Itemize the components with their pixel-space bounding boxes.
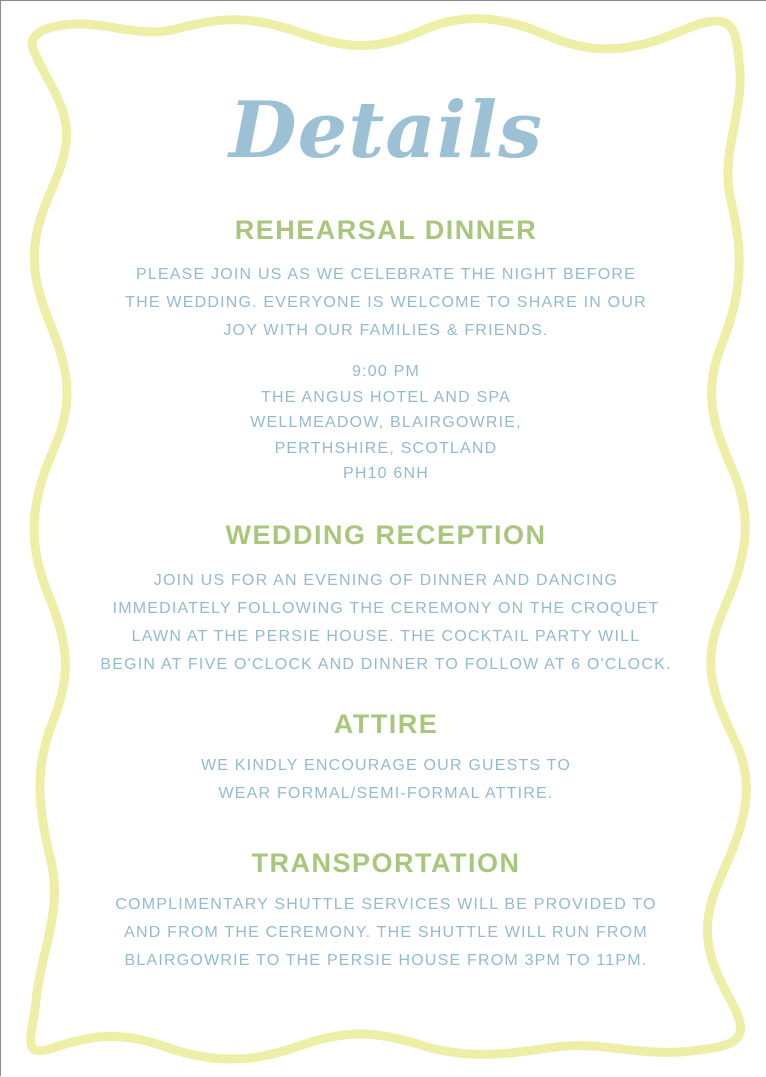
section-body: COMPLIMENTARY SHUTTLE SERVICES WILL BE PROVIDED TO AND FROM THE CEREMONY. THE SHUTTLE WILL RUN FROM BLAIRGOWRIE TO THE PERSIE HOUSE FROM 3PM TO 11PM. xyxy=(115,895,657,969)
section-heading: TRANSPORTATION xyxy=(251,847,521,878)
details-content xyxy=(91,81,681,975)
section-body: WE KINDLY ENCOURAGE OUR GUESTS TO WEAR FORMAL/SEMI-FORMAL ATTIRE. xyxy=(200,756,572,802)
section-heading: REHEARSAL DINNER xyxy=(234,215,538,245)
section-heading: WEDDING RECEPTION xyxy=(225,519,547,550)
section-body: PLEASE JOIN US AS WE CELEBRATE THE NIGHT BEFORE THE WEDDING. EVERYONE IS WELCOME TO SHARE IN OUR JOY WITH OUR FAMILIES & FRIENDS. xyxy=(125,266,647,339)
section-heading: ATTIRE xyxy=(333,708,439,739)
section-body: JOIN US FOR AN EVENING OF DINNER AND DANCING IMMEDIATELY FOLLOWING THE CEREMONY ON THE CROQUET LAWN AT THE PERSIE HOUSE. THE COCKTAIL PARTY WILL BEGIN AT FIVE O'CLOCK AND DINNER TO FOLLOW AT 6 O'CLOCK. xyxy=(100,571,672,673)
event-details: 9:00 PM THE ANGUS HOTEL AND SPA WELLMEADOW, BLAIRGOWRIE, PERTHSHIRE, SCOTLAND PH10 6NH xyxy=(250,363,522,482)
page-title: Details xyxy=(228,85,543,176)
